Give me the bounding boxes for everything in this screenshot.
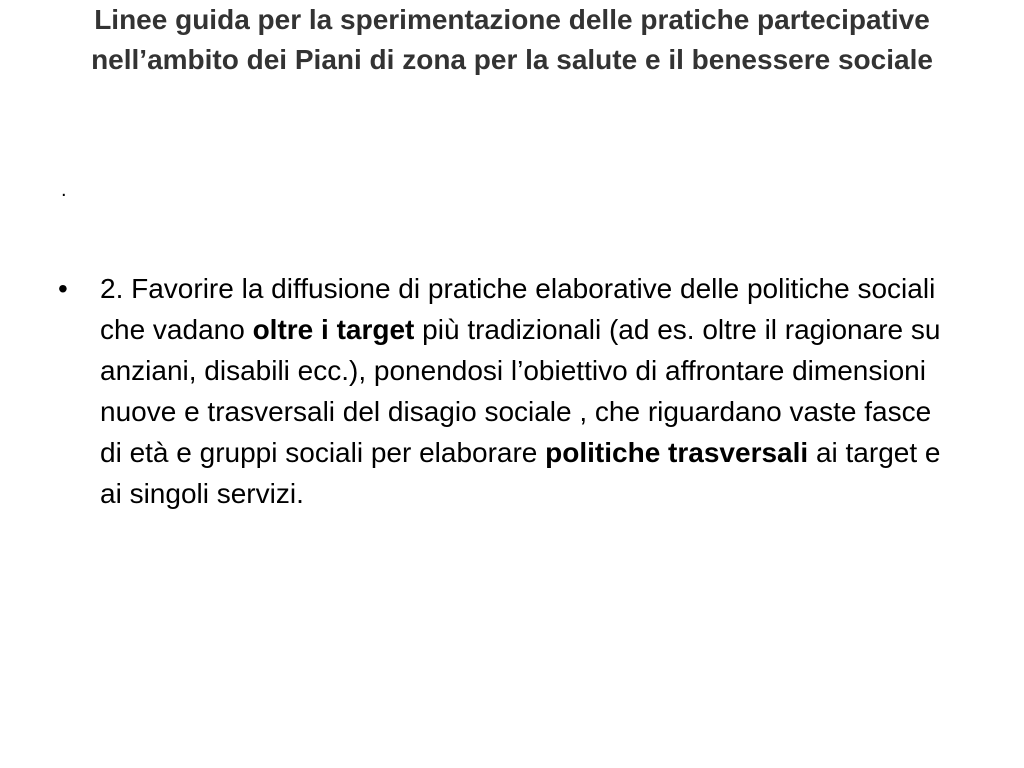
bullet-text <box>100 273 940 509</box>
bullet-text-part-1: 2. Favorire la diffusione di pratiche elaborative delle politiche sociali che vadano <box>100 273 936 345</box>
bullet-text-part-3: ai target e ai singoli servizi. <box>100 437 941 509</box>
bullet-text-part-2: più tradizionali (ad es. oltre il ragionare su anziani, disabili ecc.), ponendosi l’obiettivo di affrontare dimensioni nuove e trasversali del disagio sociale , che riguardano vaste fasce di età e gruppi sociali per elaborare <box>100 314 941 468</box>
bullet-list <box>58 268 958 514</box>
bullet-item <box>58 268 958 514</box>
bullet-text-bold-politiche-trasversali: politiche trasversali <box>545 437 809 468</box>
bullet-text-bold-oltre-i-target: oltre i target <box>252 314 415 345</box>
bullet-marker: • <box>58 273 68 304</box>
slide-title: Linee guida per la sperimentazione delle pratiche partecipative nell’ambito dei Piani di zona per la salute e il benessere sociale <box>91 4 933 75</box>
separator-dot: . <box>61 179 67 201</box>
